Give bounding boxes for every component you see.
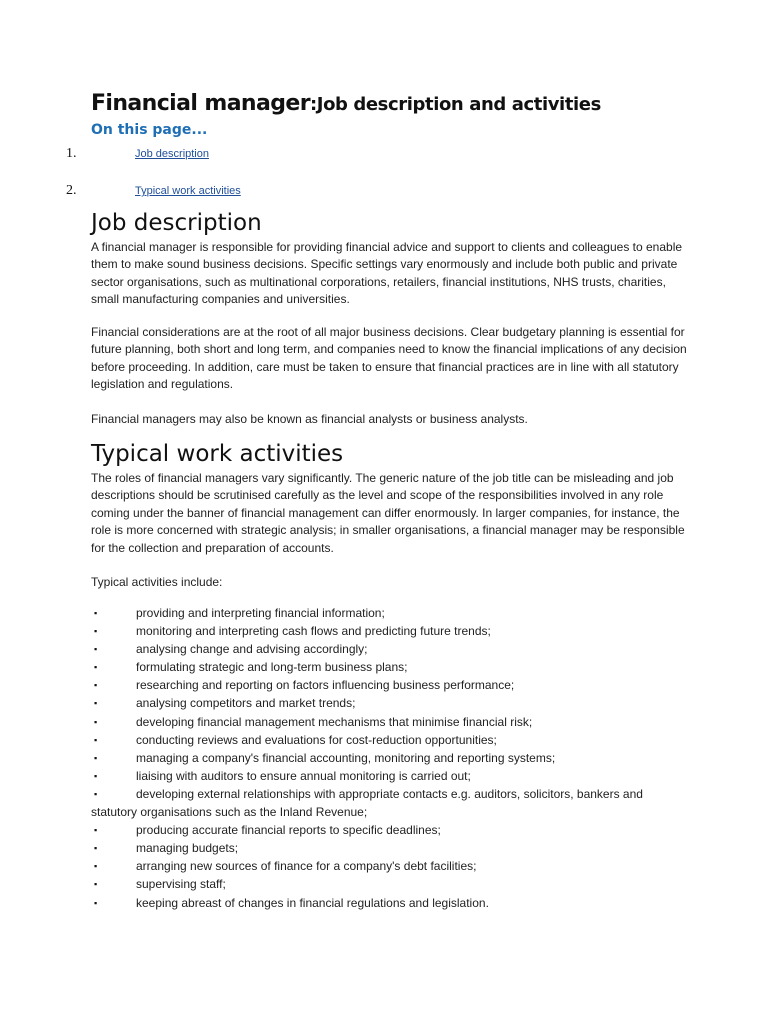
list-item <box>91 875 691 893</box>
page-title <box>91 91 601 116</box>
job-description-heading: Job description <box>91 210 262 236</box>
bullet-icon: ▪ <box>94 608 98 618</box>
list-item <box>91 821 691 839</box>
bullet-icon: ▪ <box>94 897 98 908</box>
bullet-icon: ▪ <box>94 626 98 637</box>
list-item-text: managing budgets; <box>136 841 239 856</box>
list-item-text: monitoring and interpreting cash flows and predicting future trends; <box>136 624 491 639</box>
bullet-icon: ▪ <box>94 734 98 745</box>
title-main: Financial manager <box>91 91 310 116</box>
typical-activities-intro: Typical activities include: <box>91 575 223 589</box>
typical-work-activities-heading: Typical work activities <box>91 441 344 467</box>
job-description-paragraph-1: A financial manager is responsible for providing financial advice and support to clients and colleagues to enable them to make sound business decisions. Specific settings vary enormously and include both public and private sector organisations, such as multinational corporations, retailers, financial institutions, NHS trusts, charities, small manufacturing companies and universities. <box>91 240 683 307</box>
bullet-icon: ▪ <box>94 644 98 655</box>
list-item-text: liaising with auditors to ensure annual monitoring is carried out; <box>136 768 471 783</box>
bullet-icon: ▪ <box>94 662 98 673</box>
list-item-text: conducting reviews and evaluations for cost-reduction opportunities; <box>136 732 497 747</box>
list-item-text: developing external relationships with appropriate contacts e.g. auditors, solicitors, bankers and statutory organisations such as the Inland Revenue; <box>91 786 643 820</box>
bullet-icon: ▪ <box>94 825 98 836</box>
title-sub: :Job description and activities <box>309 94 601 115</box>
list-item-text: analysing competitors and market trends; <box>136 696 356 711</box>
list-item <box>91 713 691 731</box>
list-item <box>91 604 691 622</box>
on-this-page-heading: On this page... <box>91 122 208 138</box>
list-item <box>91 731 691 749</box>
list-item-text: researching and reporting on factors influencing business performance; <box>136 678 515 693</box>
bullet-icon: ▪ <box>94 716 98 727</box>
typical-work-paragraph: The roles of financial managers vary significantly. The generic nature of the job title can be misleading and job descriptions should be scrutinised carefully as the level and scope of the responsibilities involved in any role coming under the banner of financial management can differ enormously. In larger companies, for instance, the role is more concerned with strategic analysis; in smaller organisations, a financial manager may be responsible for the collection and preparation of accounts. <box>91 471 685 555</box>
bullet-icon: ▪ <box>94 770 98 781</box>
list-item-text: arranging new sources of finance for a company's debt facilities; <box>136 859 477 874</box>
bullet-icon: ▪ <box>94 861 98 872</box>
bullet-icon: ▪ <box>94 788 98 799</box>
list-item <box>91 640 691 658</box>
bullet-icon: ▪ <box>94 879 98 890</box>
list-item <box>91 749 691 767</box>
bullet-icon: ▪ <box>94 680 98 691</box>
toc-number-1: 1. <box>66 146 77 161</box>
list-item-text: keeping abreast of changes in financial regulations and legislation. <box>136 895 489 910</box>
job-description-paragraph-2: Financial considerations are at the root of all major business decisions. Clear budgetary planning is essential for future planning, both short and long term, and companies need to know the financial implications of any decision before proceeding. In addition, care must be taken to ensure that financial practices are in line with all statutory legislation and regulations. <box>91 325 687 392</box>
list-item <box>91 658 691 676</box>
job-description-paragraph-3: Financial managers may also be known as financial analysts or business analysts. <box>91 412 528 426</box>
list-item-text: formulating strategic and long-term business plans; <box>136 660 408 675</box>
toc-link-job-description[interactable]: Job description <box>135 148 209 160</box>
list-item-text: managing a company's financial accounting, monitoring and reporting systems; <box>136 750 556 765</box>
list-item <box>91 894 691 912</box>
list-item <box>91 676 691 694</box>
activities-list <box>91 604 691 912</box>
list-item-text: producing accurate financial reports to specific deadlines; <box>136 823 441 838</box>
toc-link-typical-work-activities[interactable]: Typical work activities <box>135 185 241 197</box>
list-item <box>91 694 691 712</box>
bullet-icon: ▪ <box>94 698 98 709</box>
bullet-icon: ▪ <box>94 843 98 854</box>
list-item <box>91 622 691 640</box>
list-item <box>91 767 691 785</box>
list-item-text: analysing change and advising accordingly; <box>136 642 368 657</box>
list-item <box>91 785 691 821</box>
list-item <box>91 857 691 875</box>
list-item-text: supervising staff; <box>136 877 226 892</box>
list-item-text: providing and interpreting financial information; <box>136 606 385 620</box>
list-item <box>91 839 691 857</box>
bullet-icon: ▪ <box>94 752 98 763</box>
list-item-text: developing financial management mechanisms that minimise financial risk; <box>136 714 533 729</box>
toc-number-2: 2. <box>66 183 77 198</box>
